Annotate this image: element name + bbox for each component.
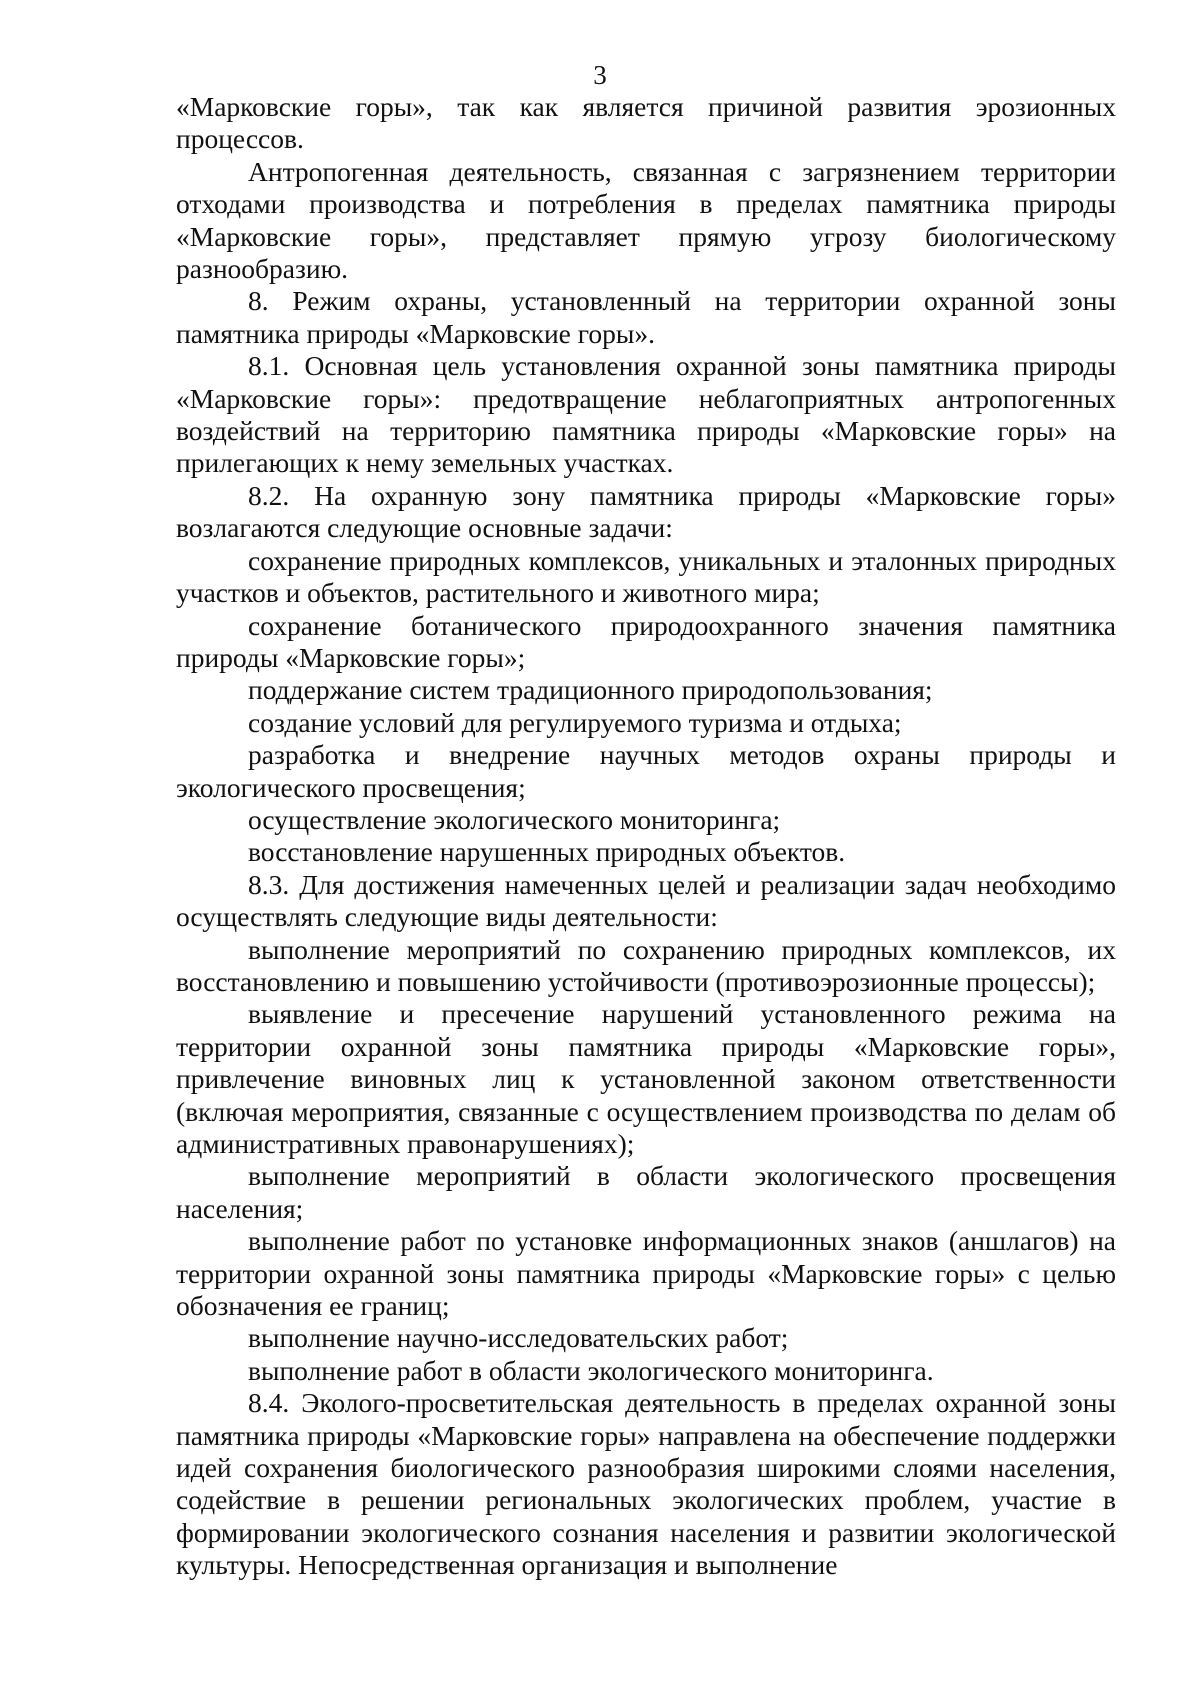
page-number: 3 — [593, 60, 607, 90]
paragraph-anthropogenic-activity: Антропогенная деятельность, связанная с загрязнением территории отходами производства и потребления в пределах памятника природы «Марковские горы», представляет прямую угрозу биологическому разнообразию. — [176, 155, 1116, 285]
clause-8-4: 8.4. Эколого-просветительская деятельность в пределах охранной зоны памятника природы «Марковские горы» направлена на обеспечение поддержки идей сохранения биологического разнообразия широкими слоями населения, содействие в решении региональных экологических проблем, участие в формировании экологического сознания населения и развитии экологической культуры. Непосредственная организация и выполнение — [176, 1387, 1116, 1581]
activity-item: выполнение мероприятий в области экологического просвещения населения; — [176, 1160, 1116, 1224]
paragraph-continuation: «Марковские горы», так как является причиной развития эрозионных процессов. — [176, 91, 1116, 155]
task-item: создание условий для регулируемого туризма и отдыха; — [248, 706, 902, 738]
task-item: поддержание систем традиционного природопользования; — [248, 674, 933, 706]
task-item: осуществление экологического мониторинга; — [248, 803, 781, 835]
clause-8-1: 8.1. Основная цель установления охранной зоны памятника природы «Марковские горы»: предотвращение неблагоприятных антропогенных воздействий на территорию памятника природы «Марковские горы» на прилегающих к нему земельных участках. — [176, 350, 1116, 479]
task-item: разработка и внедрение научных методов охраны природы и экологического просвещения; — [176, 739, 1116, 803]
clause-8-3: 8.3. Для достижения намеченных целей и реализации задач необходимо осуществлять следующие виды деятельности: — [176, 868, 1116, 933]
activity-item: выполнение работ по установке информационных знаков (аншлагов) на территории охранной зоны памятника природы «Марковские горы» с целью обозначения ее границ; — [176, 1225, 1116, 1322]
activity-item: выполнение мероприятий по сохранению природных комплексов, их восстановлению и повышению устойчивости (противоэрозионные процессы); — [176, 933, 1116, 997]
activity-item: выявление и пресечение нарушений установленного режима на территории охранной зоны памятника природы «Марковские горы», привлечение виновных лиц к установленной законом ответственности (включая мероприятия, связанные с осуществлением производства по делам об административных правонарушениях); — [176, 998, 1116, 1159]
task-item: сохранение природных комплексов, уникальных и эталонных природных участков и объектов, растительного и животного мира; — [176, 544, 1116, 609]
document-body — [176, 91, 1116, 1582]
task-item: сохранение ботанического природоохранного значения памятника природы «Марковские горы»; — [176, 609, 1116, 673]
activity-item: выполнение работ в области экологического мониторинга. — [248, 1354, 934, 1386]
activity-item: выполнение научно-исследовательских работ; — [248, 1322, 789, 1354]
task-item: восстановление нарушенных природных объектов. — [248, 836, 846, 868]
section-heading-8: 8. Режим охраны, установленный на территории охранной зоны памятника природы «Марковские горы». — [176, 285, 1116, 349]
clause-8-2: 8.2. На охранную зону памятника природы «Марковские горы» возлагаются следующие основные задачи: — [176, 479, 1116, 544]
